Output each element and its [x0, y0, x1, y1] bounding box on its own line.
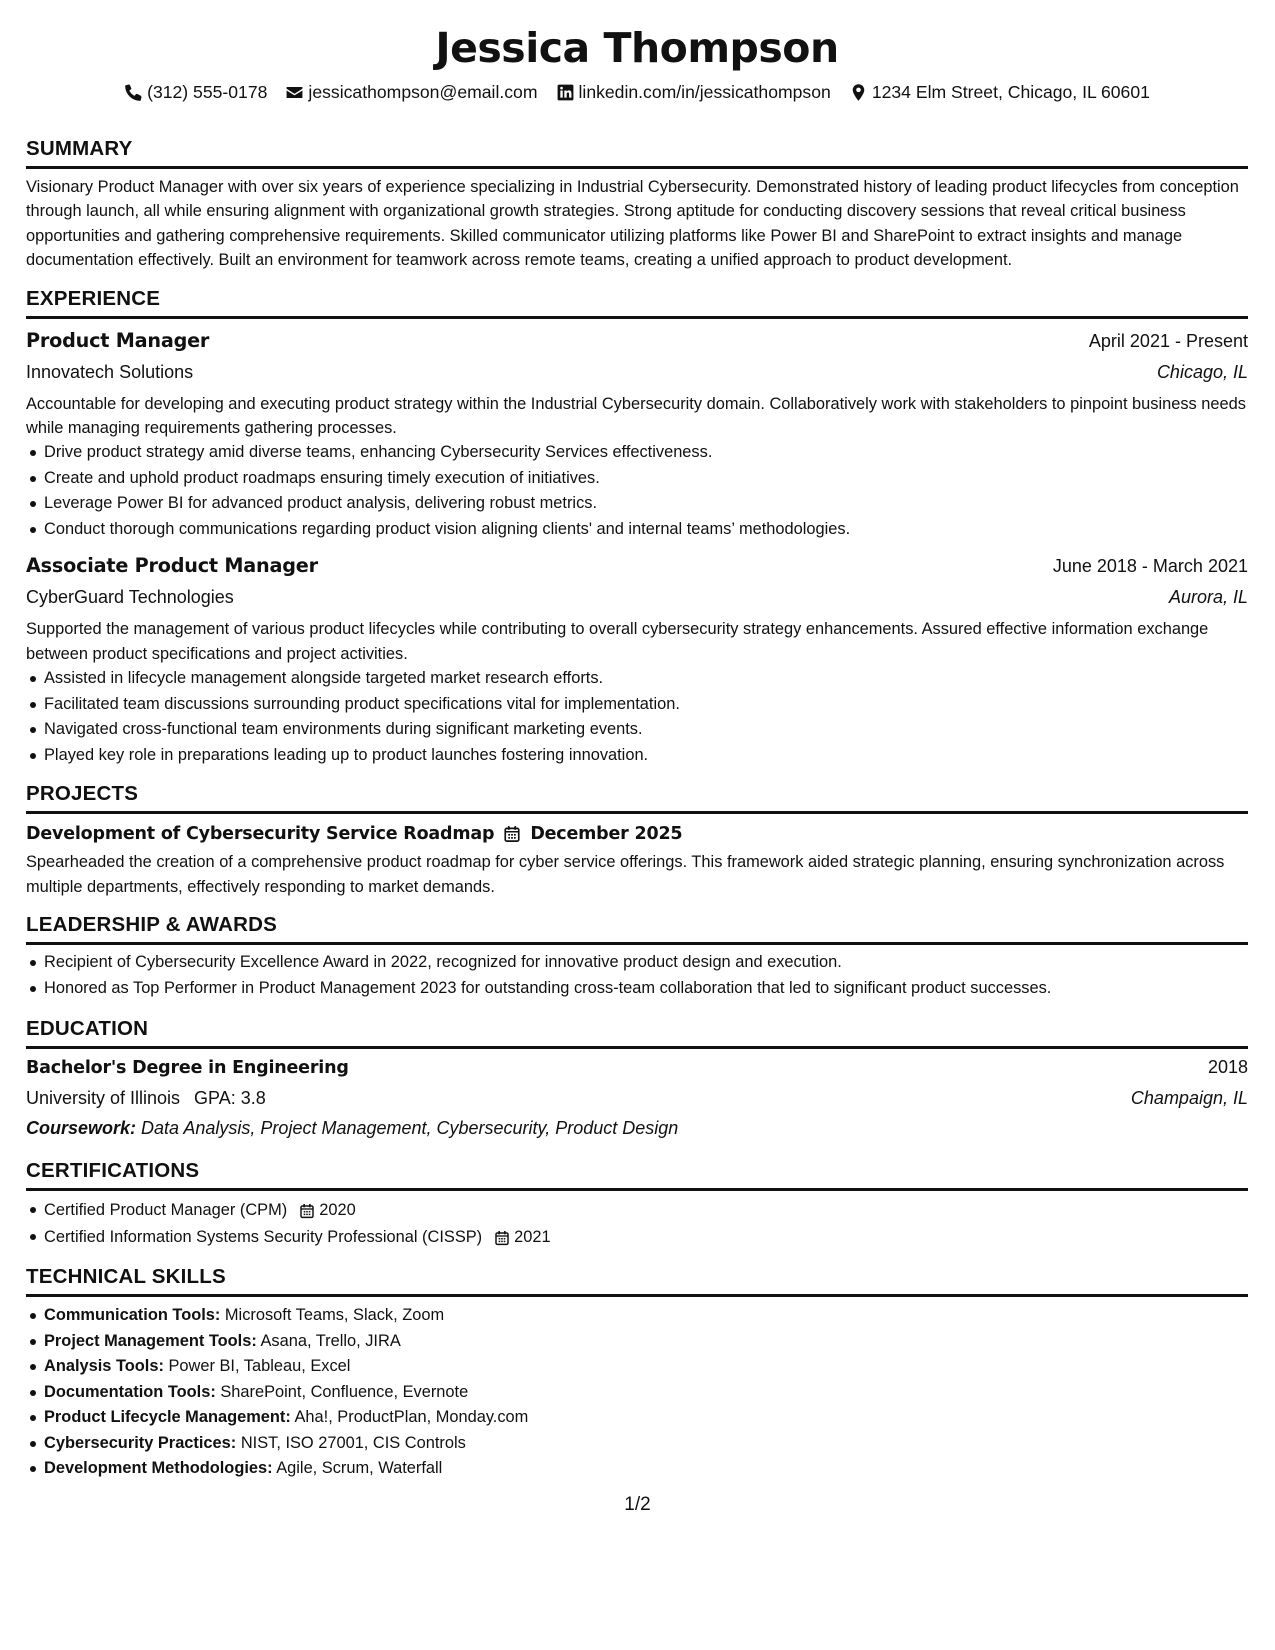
list-item [26, 1224, 1248, 1251]
job-title: Product Manager [26, 328, 210, 352]
school-name: University of Illinois [26, 1088, 181, 1109]
job-location: Chicago, IL [1156, 361, 1248, 382]
list-item [26, 1354, 1248, 1380]
list-item [26, 1405, 1248, 1431]
company-name: CyberGuard Technologies [26, 587, 234, 608]
graduation-year: 2018 [1207, 1057, 1248, 1078]
section-title: PROJECTS [26, 780, 1248, 814]
company-name: Innovatech Solutions [26, 361, 194, 382]
skill-label: Product Lifecycle Management: [44, 1408, 291, 1427]
map-pin-icon [849, 83, 868, 102]
skill-label: Development Methodologies: [44, 1459, 273, 1478]
cert-name: Certified Information Systems Security Professional (CISSP) [44, 1228, 483, 1247]
list-item: Conduct thorough communications regarding product vision aligning clients' and internal teams’ methodologies. [26, 517, 1248, 543]
skill-label: Communication Tools: [44, 1306, 221, 1325]
skills-section [26, 1263, 1248, 1482]
skill-value: SharePoint, Confluence, Evernote [220, 1382, 469, 1401]
coursework-label: Coursework: [26, 1118, 137, 1139]
coursework [26, 1114, 1248, 1143]
section-title: TECHNICAL SKILLS [26, 1263, 1248, 1297]
contact-bar [26, 79, 1248, 105]
job-dates: June 2018 - March 2021 [1052, 556, 1248, 577]
calendar-icon [494, 1230, 510, 1246]
degree-name: Bachelor's Degree in Engineering [26, 1058, 349, 1079]
envelope-icon [285, 83, 304, 102]
skill-value: Agile, Scrum, Waterfall [276, 1459, 443, 1478]
candidate-name: Jessica Thompson [435, 24, 839, 72]
calendar-icon [503, 825, 521, 843]
list-item: Drive product strategy amid diverse teams, enhancing Cybersecurity Services effectiveness. [26, 440, 1248, 466]
school-info [26, 1084, 266, 1113]
job-entry [26, 550, 1248, 768]
list-item [26, 1329, 1248, 1355]
skill-value: Asana, Trello, JIRA [260, 1331, 401, 1350]
page-number: 1/2 [624, 1494, 651, 1515]
list-item [26, 1380, 1248, 1406]
gpa: GPA: 3.8 [194, 1088, 266, 1109]
section-title: EXPERIENCE [26, 285, 1248, 319]
job-title: Associate Product Manager [26, 554, 318, 578]
phone-icon [124, 83, 143, 102]
contact-address [849, 79, 1150, 105]
list-item [26, 1431, 1248, 1457]
project-name: Development of Cybersecurity Service Roadmap [26, 824, 495, 845]
resume-page [26, 20, 1248, 1482]
linkedin-text[interactable]: linkedin.com/in/jessicathompson [578, 82, 831, 102]
list-item [26, 1303, 1248, 1329]
leadership-section [26, 911, 1248, 1001]
list-item: Navigated cross-functional team environments during significant marketing events. [26, 717, 1248, 743]
section-title: EDUCATION [26, 1015, 1248, 1049]
contact-phone [124, 79, 267, 105]
certifications-list [26, 1197, 1248, 1251]
summary-text: Visionary Product Manager with over six years of experience specializing in Industrial Cybersecurity. Demonstrated history of leading product lifecycles from conception through launch, all while ensuring alignment with organizational growth strategies. Strong aptitude for conducting discovery sessions that reveal critical business opportunities and gathering comprehensive requirements. Skilled communicator utilizing platforms like Power BI and SharePoint to extract insights and manage documentation effectively. Built an environment for teamwork across remote teams, creating a unified approach to product development. [26, 178, 1239, 270]
awards-list [26, 950, 1248, 1001]
contact-email[interactable] [285, 79, 537, 105]
summary-section [26, 135, 1248, 273]
projects-section [26, 780, 1248, 899]
school-location: Champaign, IL [1130, 1088, 1248, 1109]
list-item: Create and uphold product roadmaps ensuring timely execution of initiatives. [26, 466, 1248, 492]
experience-section [26, 285, 1248, 769]
skill-value: Aha!, ProductPlan, Monday.com [294, 1408, 529, 1427]
list-item [26, 1197, 1248, 1224]
project-date: December 2025 [530, 824, 683, 845]
skills-list [26, 1303, 1248, 1482]
section-title: CERTIFICATIONS [26, 1157, 1248, 1191]
job-description: Supported the management of various product lifecycles while contributing to overall cybersecurity strategy enhancements. Assured effective information exchange between product specifications and project activities. [26, 620, 1209, 663]
certifications-section [26, 1157, 1248, 1251]
skill-value: Microsoft Teams, Slack, Zoom [224, 1306, 445, 1325]
skill-label: Documentation Tools: [44, 1382, 216, 1401]
skill-label: Project Management Tools: [44, 1331, 257, 1350]
job-bullets [26, 666, 1248, 768]
coursework-list: Data Analysis, Project Management, Cybersecurity, Product Design [141, 1118, 679, 1139]
job-bullets [26, 440, 1248, 542]
list-item: Recipient of Cybersecurity Excellence Award in 2022, recognized for innovative product design and execution. [26, 950, 1248, 976]
job-location: Aurora, IL [1168, 587, 1248, 608]
project-header [26, 820, 1248, 848]
phone-text: (312) 555-0178 [147, 82, 268, 102]
cert-year: 2020 [319, 1201, 356, 1220]
list-item: Assisted in lifecycle management alongside targeted market research efforts. [26, 666, 1248, 692]
job-entry [26, 325, 1248, 543]
list-item: Played key role in preparations leading up to product launches fostering innovation. [26, 743, 1248, 769]
list-item: Facilitated team discussions surrounding product specifications vital for implementation. [26, 692, 1248, 718]
job-dates: April 2021 - Present [1088, 330, 1248, 351]
cert-year: 2021 [514, 1228, 551, 1247]
section-title: LEADERSHIP & AWARDS [26, 911, 1248, 945]
cert-name: Certified Product Manager (CPM) [44, 1201, 288, 1220]
contact-linkedin[interactable] [556, 79, 831, 105]
email-text[interactable]: jessicathompson@email.com [308, 82, 538, 102]
skill-label: Analysis Tools: [44, 1357, 164, 1376]
list-item: Honored as Top Performer in Product Management 2023 for outstanding cross-team collaboration that led to significant product successes. [26, 976, 1248, 1002]
calendar-icon [299, 1203, 315, 1219]
list-item [26, 1456, 1248, 1482]
section-title: SUMMARY [26, 135, 1248, 169]
skill-label: Cybersecurity Practices: [44, 1433, 237, 1452]
skill-value: NIST, ISO 27001, CIS Controls [240, 1433, 466, 1452]
job-description: Accountable for developing and executing product strategy within the Industrial Cybersecurity domain. Collaboratively work with stakeholders to pinpoint business needs while managing requirements gathering processes. [26, 394, 1246, 438]
education-section [26, 1015, 1248, 1143]
skill-value: Power BI, Tableau, Excel [168, 1357, 351, 1376]
list-item: Leverage Power BI for advanced product analysis, delivering robust metrics. [26, 491, 1248, 517]
address-text: 1234 Elm Street, Chicago, IL 60601 [871, 82, 1150, 102]
project-description: Spearheaded the creation of a comprehensive product roadmap for cyber service offerings. This framework aided strategic planning, ensuring synchronization across multiple departments, effectively responding to market demands. [26, 853, 1225, 896]
linkedin-icon [556, 83, 575, 102]
